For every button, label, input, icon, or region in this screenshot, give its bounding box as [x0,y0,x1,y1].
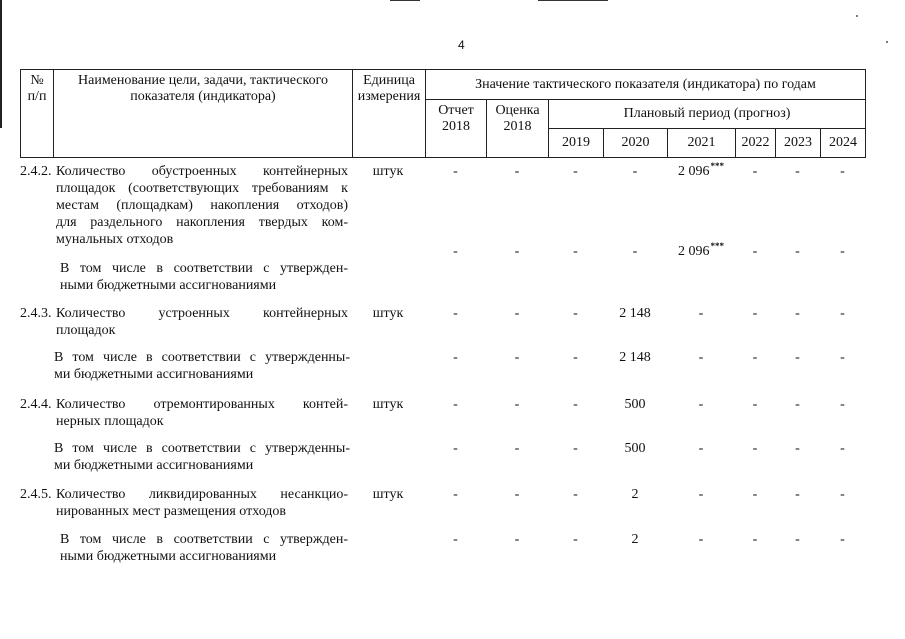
value-cell: - [453,306,458,321]
value-cell: - [698,532,704,547]
row-number: 2.4.3. [20,306,52,321]
header-values: Значение тактического показателя (индикатора) по годам [426,70,866,100]
description-line: местам (площадкам) накопления отходов) [56,198,348,213]
header-estimate: Оценка 2018 [487,100,549,158]
description-line: мунальных отходов [56,232,174,247]
value-cell: - [573,244,578,259]
description-line: В том числе в соответствии с утвержден- [60,261,348,276]
value-cell: - [453,532,458,547]
row-description [56,163,348,248]
description-line: ми бюджетными ассигнованиями [54,458,254,473]
value-cell: - [795,441,800,456]
value-cell: - [752,306,758,321]
value-cell [667,163,735,180]
value-cell: - [514,164,520,179]
header-plan: Плановый период (прогноз) [549,100,866,129]
row-number: 2.4.4. [20,397,52,412]
header-year: 2019 [549,129,604,158]
header-name: Наименование цели, задачи, тактического показателя (индикатора) [54,70,353,158]
value-cell: - [514,306,520,321]
description-line: ми бюджетными ассигнованиями [54,367,254,382]
value-cell: - [573,306,578,321]
value-cell: - [453,244,458,259]
value-cell: - [514,350,520,365]
value-cell: - [840,397,845,412]
value-cell: 2 [631,532,639,547]
page-number: 4 [458,38,465,52]
description-line: ными бюджетными ассигнованиями [60,549,277,564]
header-report: Отчет 2018 [426,100,487,158]
row-description [56,396,348,430]
value-cell: - [840,244,845,259]
header-number: № п/п [21,70,54,158]
value-cell: 2 148 [619,350,651,365]
value-cell: - [573,441,578,456]
description-line: Количество ликвидированных несанкцио- [56,487,348,502]
value-cell: - [453,350,458,365]
value-cell: - [453,397,458,412]
row-description [56,305,348,339]
value-cell: - [514,441,520,456]
value-cell: - [453,487,458,502]
row-number: 2.4.5. [20,487,52,502]
value-cell: - [573,532,578,547]
description-line: нерных площадок [56,414,164,429]
row-unit: штук [372,306,404,321]
value-cell: - [795,164,800,179]
value-cell: - [573,397,578,412]
value-cell: 2 [631,487,639,502]
value-cell: - [573,487,578,502]
value-cell: - [573,164,578,179]
description-line: ными бюджетными ассигнованиями [60,278,277,293]
description-line: площадок (соответствующих требованиям к [56,181,348,196]
row-unit: штук [372,164,404,179]
value-cell: - [453,164,458,179]
header-year: 2024 [821,129,866,158]
value-cell: - [514,244,520,259]
value-cell: - [752,350,758,365]
row-unit: штук [372,487,404,502]
value-cell: - [795,532,800,547]
value-text: 2 096 [678,164,710,179]
description-line: В том числе в соответствии с утвержден- [60,532,348,547]
value-cell: - [795,397,800,412]
value-cell: 500 [624,441,646,456]
value-cell: - [514,487,520,502]
value-cell: - [840,487,845,502]
value-cell: - [698,487,704,502]
description-line: Количество отремонтированных контей- [56,397,348,412]
value-cell: - [840,441,845,456]
description-line: площадок [56,323,116,338]
description-line: для раздельного накопления твердых ком- [56,215,348,230]
value-cell: - [698,397,704,412]
value-cell: - [840,306,845,321]
description-line: Количество устроенных контейнерных [56,306,348,321]
value-cell: - [840,532,845,547]
value-cell: - [795,487,800,502]
value-cell: - [752,532,758,547]
value-cell: - [840,164,845,179]
value-cell: - [752,244,758,259]
value-cell: - [840,350,845,365]
value-cell: - [453,441,458,456]
footnote-mark: *** [710,161,724,172]
description-line: Количество обустроенных контейнерных [56,164,348,179]
description-line: В том числе в соответствии с утвержденны- [54,350,350,365]
value-cell: - [795,350,800,365]
value-cell: - [795,306,800,321]
value-text: 2 096 [678,244,710,259]
value-cell: - [698,350,704,365]
value-cell: - [795,244,800,259]
footnote-mark: *** [710,241,724,252]
value-cell: - [514,397,520,412]
description-line: В том числе в соответствии с утвержденны- [54,441,350,456]
value-cell: - [698,306,704,321]
value-cell: - [698,441,704,456]
value-cell: - [752,487,758,502]
row-description [60,531,348,565]
value-cell: - [752,441,758,456]
value-cell: 2 148 [619,306,651,321]
value-cell: - [752,397,758,412]
value-cell: 500 [624,397,646,412]
row-number: 2.4.2. [20,164,52,179]
header-year: 2020 [604,129,668,158]
header-year: 2021 [668,129,736,158]
value-cell [667,243,735,260]
row-unit: штук [372,397,404,412]
value-cell: - [573,350,578,365]
value-cell: - [514,532,520,547]
value-cell: - [752,164,758,179]
row-description [56,486,348,520]
description-line: нированных мест размещения отходов [56,504,287,519]
header-year: 2023 [776,129,821,158]
header-unit: Единица измерения [353,70,426,158]
value-cell: - [632,244,638,259]
row-description [54,440,350,474]
header-year: 2022 [736,129,776,158]
row-description [60,260,348,294]
value-cell: - [632,164,638,179]
row-description [54,349,350,383]
